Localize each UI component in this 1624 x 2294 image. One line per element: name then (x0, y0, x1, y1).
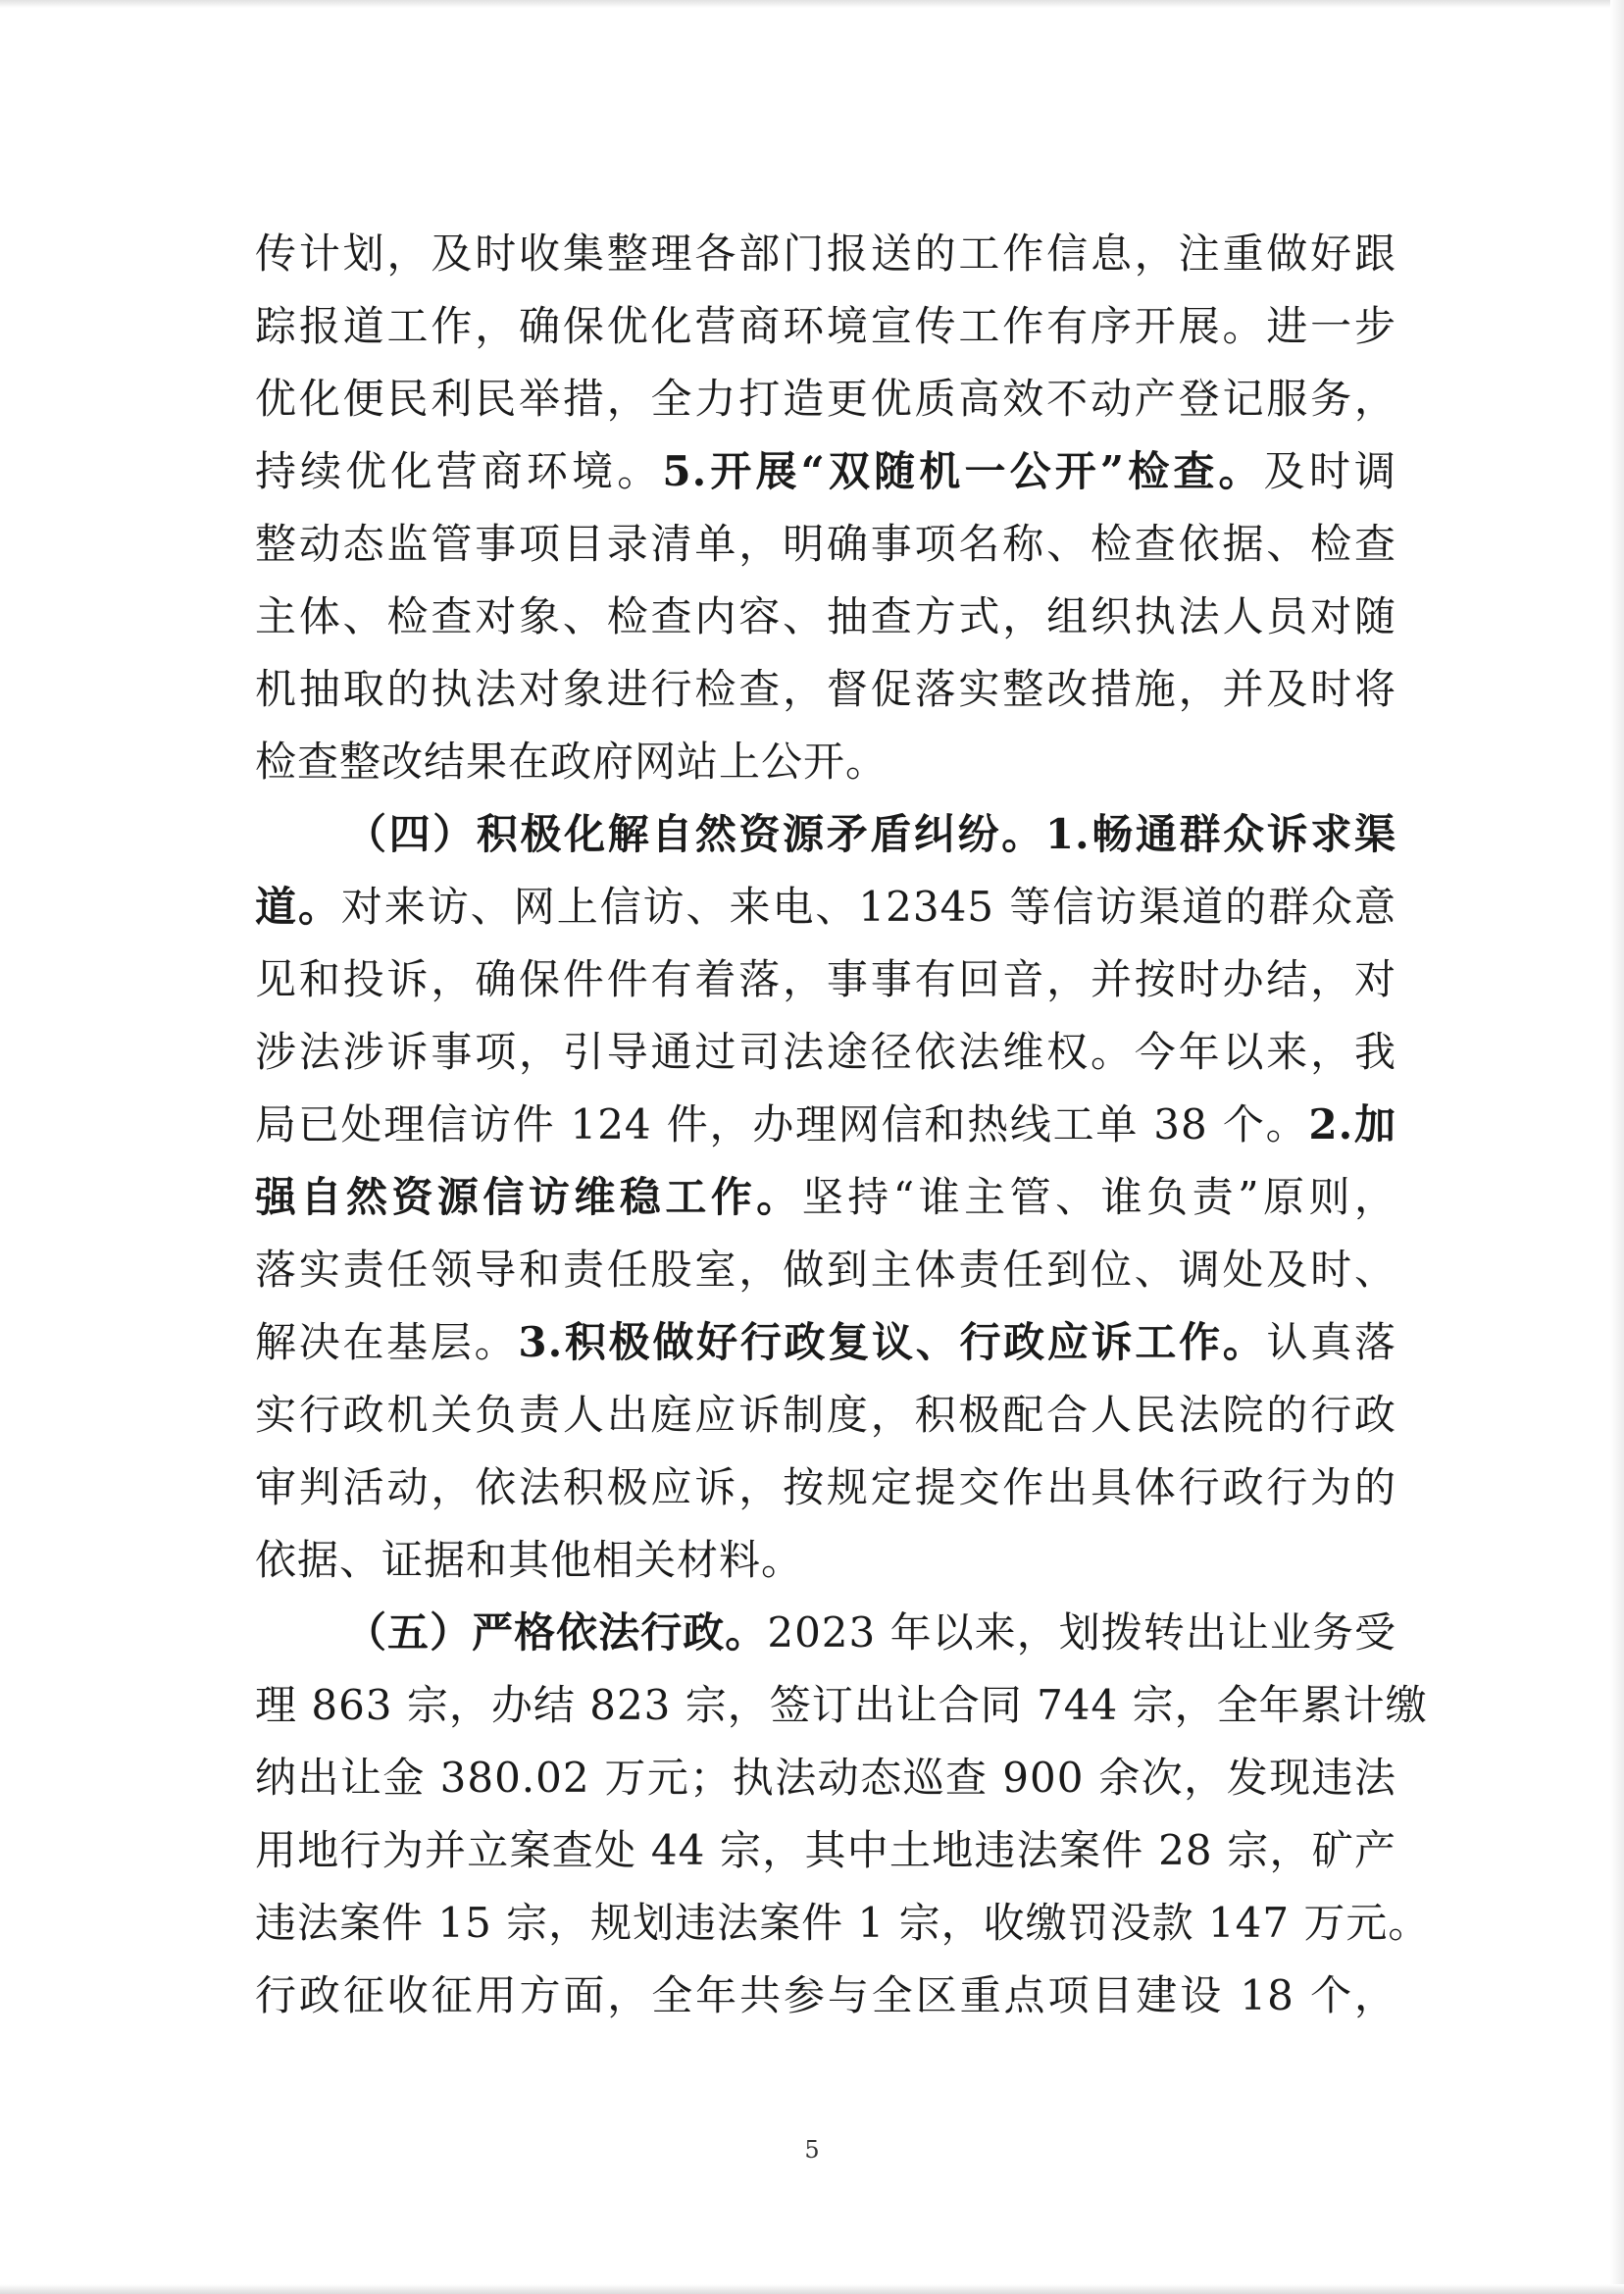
page-number: 5 (804, 2136, 820, 2164)
text-run: 涉法涉诉事项，引导通过司法途径依法维权。今年以来，我 (255, 1028, 1396, 1076)
text-run: 落实责任领导和责任股室，做到主体责任到位、调处及时、 (255, 1246, 1396, 1294)
text-run: 行政征收征用方面，全年共参与全区重点项目建设 18 个， (255, 1971, 1396, 2019)
text-line-7 (255, 653, 1396, 726)
text-run: 传计划，及时收集整理各部门报送的工作信息，注重做好跟 (255, 229, 1396, 278)
text-line-6 (255, 581, 1396, 653)
text-line-5 (255, 508, 1396, 581)
text-run: 优化便民利民举措，全力打造更优质高效不动产登记服务， (255, 375, 1396, 423)
text-run: 见和投诉，确保件件有着落，事事有回音，并按时办结，对 (255, 955, 1396, 1003)
text-run: 违法案件 15 宗，规划违法案件 1 宗，收缴罚没款 147 万元。 (255, 1899, 1431, 1947)
text-run: 整动态监管事项目录清单，明确事项名称、检查依据、检查 (255, 520, 1396, 568)
text-line-1 (255, 218, 1396, 290)
text-line-25 (255, 1960, 1396, 2032)
text-line-16 (255, 1306, 1396, 1379)
text-run: 及时调 (1263, 447, 1396, 495)
text-run: 依据、证据和其他相关材料。 (255, 1536, 804, 1584)
scan-edge-top (0, 0, 1624, 8)
text-run: 主体、检查对象、检查内容、抽查方式，组织执法人员对随 (255, 592, 1396, 640)
text-run: 局已处理信访件 124 件，办理网信和热线工单 38 个。 (255, 1100, 1309, 1148)
text-line-18 (255, 1452, 1396, 1524)
scan-edge-bottom (0, 2284, 1624, 2294)
text-run: 检查整改结果在政府网站上公开。 (255, 738, 888, 786)
text-line-14 (255, 1161, 1396, 1234)
text-line-21 (255, 1669, 1428, 1742)
text-run: 理 863 宗，办结 823 宗，签订出让合同 744 宗，全年累计缴 (255, 1681, 1428, 1729)
bold-heading-run: 2.加 (1308, 1100, 1396, 1148)
text-line-11 (255, 943, 1396, 1016)
section-heading-5: （五）严格依法行政。 (345, 1608, 768, 1657)
text-run: 纳出让金 380.02 万元；执法动态巡查 900 余次，发现违法 (255, 1754, 1396, 1802)
text-run: 踪报道工作，确保优化营商环境宣传工作有序开展。进一步 (255, 302, 1396, 350)
text-line-20 (255, 1597, 1396, 1669)
document-body (255, 218, 1431, 2032)
text-line-2 (255, 290, 1396, 363)
bold-heading-run: 道。 (255, 883, 341, 931)
text-run: 用地行为并立案查处 44 宗，其中土地违法案件 28 宗，矿产 (255, 1826, 1396, 1874)
text-line-22 (255, 1742, 1396, 1814)
scan-edge-right (1610, 0, 1624, 2294)
text-line-9 (255, 798, 1396, 871)
text-line-3 (255, 363, 1396, 435)
section-heading-4: （四）积极化解自然资源矛盾纠纷。1.畅通群众诉求渠 (345, 810, 1396, 858)
bold-heading-run: 3.积极做好行政复议、行政应诉工作。 (518, 1318, 1267, 1366)
text-run: 坚持“谁主管、谁负责”原则， (801, 1173, 1396, 1221)
text-line-10 (255, 871, 1396, 943)
text-line-15 (255, 1234, 1396, 1306)
text-run: 审判活动，依法积极应诉，按规定提交作出具体行政行为的 (255, 1463, 1396, 1511)
text-run: 机抽取的执法对象进行检查，督促落实整改措施，并及时将 (255, 665, 1396, 713)
text-line-13 (255, 1089, 1396, 1161)
text-run: 2023 年以来，划拨转出让业务受 (767, 1608, 1396, 1657)
text-run: 实行政机关负责人出庭应诉制度，积极配合人民法院的行政 (255, 1391, 1396, 1439)
text-line-19 (255, 1524, 1396, 1597)
text-line-24 (255, 1887, 1431, 1960)
text-run: 认真落 (1266, 1318, 1396, 1366)
text-line-23 (255, 1814, 1396, 1887)
bold-heading-run: 强自然资源信访维稳工作。 (255, 1173, 802, 1221)
text-line-12 (255, 1016, 1396, 1089)
bold-heading-run: 5.开展“双随机一公开”检查。 (662, 447, 1264, 495)
text-line-17 (255, 1379, 1396, 1452)
text-run: 解决在基层。 (255, 1318, 519, 1366)
text-line-4 (255, 435, 1396, 508)
text-run: 持续优化营商环境。 (255, 447, 663, 495)
text-line-8 (255, 726, 1396, 798)
text-run: 对来访、网上信访、来电、12345 等信访渠道的群众意 (340, 883, 1396, 931)
